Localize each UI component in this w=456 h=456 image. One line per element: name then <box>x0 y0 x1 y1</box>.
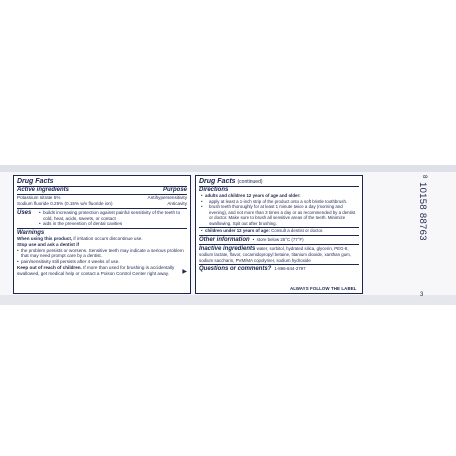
keep-out-row <box>17 265 187 276</box>
list-item: • brush teeth thoroughly for at least 1 minute twice a day (morning and evening), and not more than 3 times a day or as recommended by a dentist or doctor. Make sure to brush all sensitive areas of the teeth. Minimize swallowing. Spit out after brushing. <box>199 204 359 226</box>
divider <box>17 228 187 229</box>
drug-facts-panel-right <box>195 175 363 294</box>
continue-arrow-icon: ▶ <box>182 268 187 275</box>
barcode-first-digit: 3 <box>420 292 424 298</box>
uses-list <box>39 210 187 227</box>
keep-out-text <box>17 265 182 276</box>
divider <box>199 235 359 236</box>
ingredient-name: Sodium fluoride 0.25% (0.15% w/v fluoride ion) <box>17 201 113 207</box>
phone-number: 1-866-844-2797 <box>274 266 306 272</box>
other-information-text: • store below 25°C (77°F) <box>253 237 304 243</box>
directions-heading: Directions <box>199 187 229 193</box>
list-item: • aids in the prevention of dental cavities <box>39 221 187 227</box>
list-item: • the problem persists or worsens. Sensitive teeth may indicate a serious problem that may need prompt care by a dentist. <box>17 248 187 259</box>
when-using-body: if irritation occurs discontinue use. <box>72 236 143 242</box>
inactive-ingredients-section <box>199 246 359 263</box>
tube-crimp-bottom <box>0 295 456 305</box>
continued-label: (continued) <box>237 179 263 185</box>
list-item: • builds increasing protection against painful sensitivity of the teeth to cold, heat, acids, sweets, or contact <box>39 210 187 221</box>
divider <box>199 264 359 265</box>
stop-use-heading: Stop use and ask a dentist if <box>17 242 80 247</box>
active-ingredients-header <box>17 187 187 193</box>
children-directions <box>199 228 359 234</box>
list-item: • apply at least a 1-inch strip of the product onto a soft bristle toothbrush. <box>199 199 359 205</box>
drug-facts-title: Drug Facts <box>17 178 187 187</box>
barcode-check-digit: 8 <box>421 175 427 179</box>
other-information-heading: Other information <box>199 236 250 243</box>
questions-row <box>199 266 359 272</box>
always-follow-label: ALWAYS FOLLOW THE LABEL <box>290 286 357 291</box>
children-body: Consult a dentist or doctor. <box>269 228 324 234</box>
questions-heading: Questions or comments? <box>199 266 272 273</box>
active-ingredients-heading: Active ingredients <box>17 187 70 193</box>
divider <box>199 244 359 245</box>
warnings-heading: Warnings <box>17 229 45 236</box>
inactive-ingredients-text: water, sorbitol, hydrated silica, glycerin, PEG-8, sodium lactate, flavor, cocamidopropyl betaine, titanium dioxide, xanthan gum, sodium saccharin, PVM/MA copolymer, sodium hydroxide <box>199 246 352 263</box>
ingredient-name: Potassium nitrate 5% <box>17 195 61 201</box>
list-item: • pain/sensitivity still persists after 4 weeks of use. <box>17 259 187 265</box>
tube-crimp-top <box>0 165 456 172</box>
ingredient-row <box>17 201 187 207</box>
ingredient-purpose: Anticavity <box>167 201 187 207</box>
when-using-label: When using this product, <box>17 236 73 242</box>
list-item: • adults and children 12 years of age and older: <box>199 193 359 199</box>
uses-section <box>17 210 187 227</box>
other-information-row <box>199 237 359 243</box>
barcode-digits: 10158 88763 <box>417 182 428 241</box>
purpose-heading: Purpose <box>162 187 187 193</box>
inactive-ingredients-heading: Inactive ingredients <box>199 246 256 253</box>
uses-heading: Uses <box>17 209 32 216</box>
keep-out-body: If more than used for brushing is accidentally swallowed, get medical help or contact a Poison Control Center right away. <box>17 264 175 276</box>
drug-facts-panel-left <box>13 175 191 294</box>
drug-facts-title-continued <box>199 178 359 187</box>
keep-out-label: Keep out of reach of children. <box>17 264 82 270</box>
divider <box>17 208 187 209</box>
drug-facts-title: Drug Facts <box>199 178 236 185</box>
children-label: children under 12 years of age: <box>205 228 270 234</box>
ingredient-purpose: Antihypersensitivity <box>147 195 187 201</box>
